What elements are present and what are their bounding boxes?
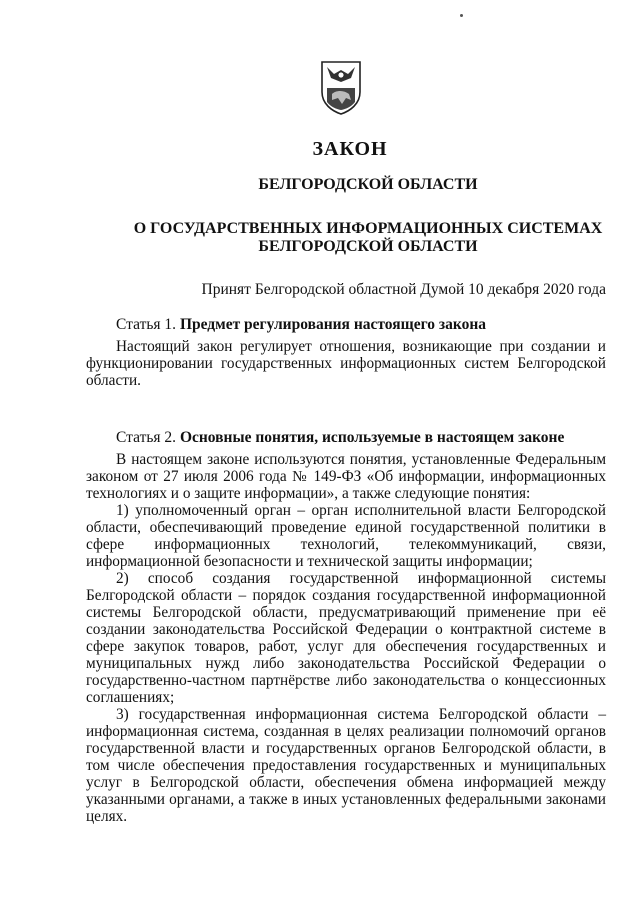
coat-of-arms-icon bbox=[318, 58, 364, 116]
article-2-intro: В настоящем законе используются понятия, установленные Федеральным законом от 27 июля 2006 года № 149-ФЗ «Об информации, информационных технологиях и о защите информации», а также следующие понятия: bbox=[86, 451, 606, 502]
law-name-line-1: О ГОСУДАРСТВЕННЫХ ИНФОРМАЦИОННЫХ СИСТЕМАХ bbox=[133, 220, 603, 237]
article-2-item-1: 1) уполномоченный орган – орган исполнительной власти Белгородской области, обеспечивающий проведение единой государственной политики в сфере информационных технологий, телекоммуникаций, связи, информационной безопасности и технической защиты информации; bbox=[86, 502, 606, 570]
article-2-heading bbox=[116, 429, 564, 447]
document-title: ЗАКОН bbox=[312, 138, 388, 160]
article-1-text: Настоящий закон регулирует отношения, возникающие при создании и функционировании государственных информационных систем Белгородской области. bbox=[86, 338, 606, 389]
article-2-title: Основные понятия, используемые в настоящем законе bbox=[179, 429, 565, 446]
article-2-item-3: 3) государственная информационная система Белгородской области – информационная система, созданная в целях реализации полномочий органов государственной власти и государственных органов Белгородской области, в том числе обеспечения предоставления государственных и муниципальных услуг в Белгородской области, обеспечения обмена информацией между указанными органами, а также в иных установленных федеральными законами целях. bbox=[86, 706, 606, 825]
document-region: БЕЛГОРОДСКОЙ ОБЛАСТИ bbox=[258, 176, 478, 193]
article-1-heading bbox=[116, 316, 486, 334]
article-1-title: Предмет регулирования настоящего закона bbox=[179, 316, 487, 333]
article-1-prefix: Статья 1. bbox=[116, 316, 180, 333]
law-name-line-2: БЕЛГОРОДСКОЙ ОБЛАСТИ bbox=[258, 238, 478, 255]
article-2-prefix: Статья 2. bbox=[116, 429, 180, 446]
adoption-note: Принят Белгородской областной Думой 10 декабря 2020 года bbox=[201, 281, 606, 298]
article-2-item-2: 2) способ создания государственной информационной системы Белгородской области – порядок создания государственной информационной системы Белгородской области, предусматривающий применение при её создании законодательства Российской Федерации о контрактной системе в сфере закупок товаров, работ, услуг для обеспечения государственных и муниципальных нужд либо законодательства Российской Федерации о государственно-частном партнёрстве либо законодательства о концессионных соглашениях; bbox=[86, 570, 606, 706]
scan-dot bbox=[460, 14, 463, 17]
